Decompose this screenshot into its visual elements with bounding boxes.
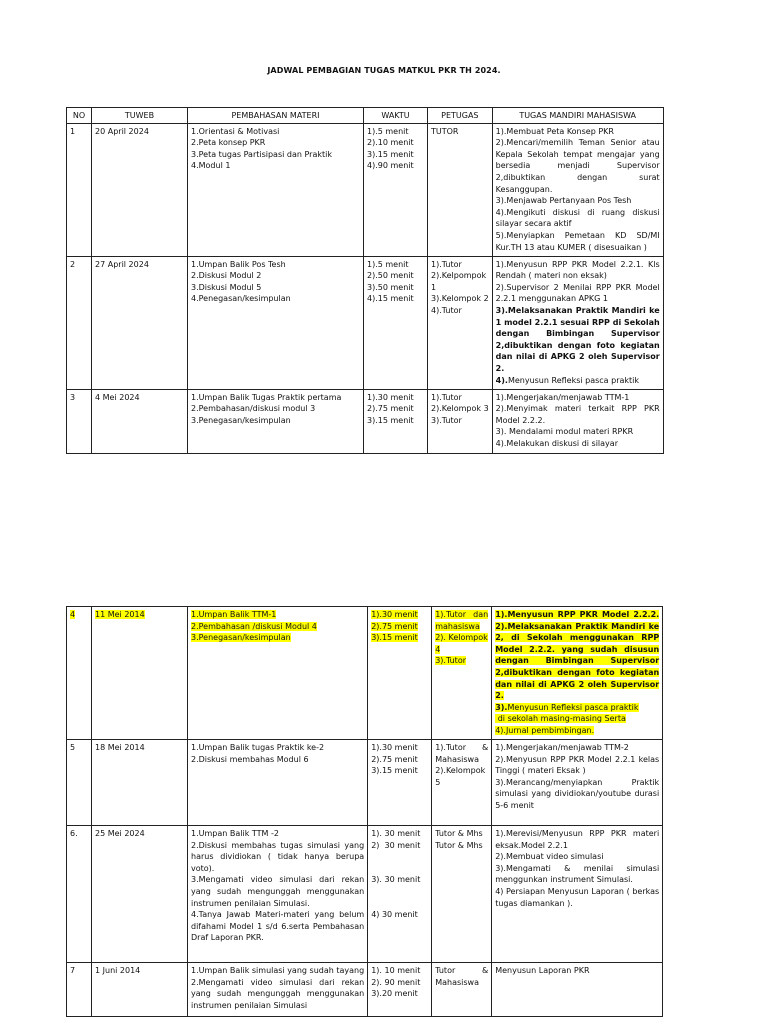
materi-item: 2.Diskusi membahas Modul 6 — [191, 754, 309, 764]
row-petugas — [428, 123, 493, 256]
tugas-item: 2).Menyusun RPP PKR Model 2.2.1 kelas Tinggi ( materi Eksak ) — [495, 754, 660, 776]
tugas-item-bold: 3).Melaksanakan Praktik Mandiri ke 1 model 2.2.1 sesuai RPP di Sekolah dengan Bimbingan Supervisor 2,dibuktikan dengan foto kegiatan dan nilai di APKG 2 oleh Supervisor 2. — [495, 305, 660, 373]
waktu-item — [371, 632, 428, 644]
row-tugas — [492, 256, 663, 389]
waktu-item: 2).75 menit — [371, 754, 418, 764]
row-petugas — [432, 963, 492, 1017]
schedule-table-part-1 — [66, 107, 664, 454]
petugas-item: 2).Kelompok 3 — [431, 404, 489, 414]
row-waktu — [368, 826, 432, 963]
row-petugas — [432, 826, 492, 963]
row-tugas — [492, 389, 663, 453]
row-waktu — [364, 123, 428, 256]
tugas-item: 1).Membuat Peta Konsep PKR — [495, 126, 614, 136]
waktu-item: 1). 10 menit — [371, 966, 421, 975]
row-petugas — [428, 256, 493, 389]
waktu-item — [371, 609, 428, 621]
waktu-item: 1).30 menit — [367, 392, 414, 402]
waktu-item: 3).15 menit — [367, 149, 414, 159]
row-waktu — [368, 607, 432, 740]
waktu-item: 4) 30 menit — [371, 910, 418, 920]
tugas-item: 2).Supervisor 2 Menilai RPP PKR Model 2.2.1 menggunakan APKG 1 — [495, 282, 660, 304]
highlight-text: 4 — [70, 610, 76, 619]
petugas-item — [435, 655, 488, 667]
materi-item: 2.Diskusi Modul 2 — [191, 271, 262, 281]
materi-item: 2.Diskusi membahas tugas simulasi yang harus dividiokan ( tidak hanya berupa voto). — [191, 840, 365, 873]
petugas-item: 1).Tutor — [431, 392, 462, 402]
petugas-item: Tutor & Mahasiswa — [435, 966, 489, 987]
waktu-item: 2).10 menit — [367, 138, 414, 148]
row-tugas — [492, 607, 663, 740]
petugas-item: TUTOR — [431, 126, 459, 136]
highlight-text: 11 Mei 2014 — [95, 610, 145, 619]
row-waktu — [364, 256, 428, 389]
row-waktu — [364, 389, 428, 453]
materi-item: 3.Diskusi Modul 5 — [191, 282, 262, 292]
petugas-item — [435, 632, 488, 655]
waktu-item: 3).15 menit — [371, 766, 418, 776]
petugas-item: 4).Tutor — [431, 305, 462, 315]
materi-item: 3.Peta tugas Partisipasi dan Praktik — [191, 149, 332, 159]
row-tugas — [492, 963, 663, 1017]
table-header-row — [67, 108, 664, 124]
spacer — [371, 886, 428, 898]
row-petugas — [432, 740, 492, 826]
tugas-item: 1).Mengerjakan/menjawab TTM-1 — [495, 392, 630, 402]
highlight-text: di sekolah masing-masing Serta — [495, 714, 626, 724]
materi-item: 2.Peta konsep PKR — [191, 138, 266, 148]
petugas-item: 1).Tutor & Mahasiswa — [435, 743, 489, 764]
tugas-item — [495, 713, 659, 725]
row-date: 4 Mei 2024 — [92, 389, 188, 453]
highlight-text: 2.Pembahasan /diskusi Modul 4 — [191, 621, 317, 631]
waktu-item: 1). 30 menit — [371, 829, 421, 838]
highlight-text — [495, 703, 638, 712]
highlight-text: 1).Menyusun RPP PKR Model 2.2.2. 2).Melaksanakan Praktik Mandiri ke 2, di Sekolah menggunakan RPP Model 2.2.2. yang sudah disusun dengan Bimbingan Supervisor 2,dibuktikan dengan foto kegiatan dan nilai di APKG 2 oleh Supervisor 2. — [495, 610, 660, 701]
row-no: 6. — [67, 826, 92, 963]
waktu-item — [371, 621, 428, 633]
materi-item: 1.Umpan Balik tugas Praktik ke-2 — [191, 743, 325, 752]
spacer — [371, 863, 428, 875]
tugas-item: 3).Merancang/menyiapkan Praktik simulasi yang dividiokan/youtube durasi 5-6 menit — [495, 777, 660, 810]
materi-item: 1.Umpan Balik Pos Tesh — [191, 259, 286, 269]
table-row — [67, 826, 663, 963]
row-date — [92, 607, 188, 740]
row-date: 25 Mei 2024 — [92, 826, 188, 963]
highlight-text: 2). Kelompok 4 — [435, 633, 488, 654]
tugas-item — [495, 702, 659, 714]
tugas-item: 4) Persiapan Menyusun Laporan ( berkas tugas diamankan ). — [495, 886, 660, 908]
materi-item: 4.Penegasan/kesimpulan — [191, 294, 291, 304]
row-materi — [188, 963, 368, 1017]
petugas-item — [435, 609, 488, 632]
materi-item: 4.Modul 1 — [191, 161, 231, 171]
tugas-item: 3). Mendalami modul materi RPKR — [495, 427, 634, 437]
tugas-item: Menyusun Laporan PKR — [495, 966, 590, 975]
highlight-text: 1.Umpan Balik TTM-1 — [191, 610, 277, 619]
petugas-item: 3).Tutor — [431, 415, 462, 425]
header-waktu: WAKTU — [364, 108, 428, 124]
row-waktu — [368, 963, 432, 1017]
tugas-item: 4).Mengikuti diskusi di ruang diskusi silayar secara aktif — [495, 207, 660, 229]
row-no: 7 — [67, 963, 92, 1017]
waktu-item: 1).5 menit — [367, 126, 409, 136]
spacer — [371, 898, 428, 910]
highlight-text: 2).75 menit — [371, 621, 418, 631]
header-petugas: PETUGAS — [428, 108, 493, 124]
table-row — [67, 256, 664, 389]
materi-item: 3.Mengamati video simulasi dari rekan yang sudah mengunggah menggunakan instrumen penilaian Simulasi. — [191, 875, 365, 908]
waktu-item: 2). 90 menit — [371, 977, 421, 987]
highlight-text: 1).30 menit — [371, 610, 418, 619]
tugas-item: 3).Mengamati & menilai simulasi menggunkan instrument Simulasi. — [495, 863, 660, 885]
header-tugas-mandiri: TUGAS MANDIRI MAHASISWA — [492, 108, 663, 124]
waktu-item: 2) 30 menit — [371, 840, 421, 850]
tugas-item: 1).Mengerjakan/menjawab TTM-2 — [495, 743, 629, 752]
row-date: 1 Juni 2014 — [92, 963, 188, 1017]
row-materi — [188, 389, 364, 453]
tugas-item: 2).Mencari/memilih Teman Senior atau Kepala Sekolah tempat mengajar yang bersedia menjadi Supervisor 2,dibuktikan dengan surat Kesanggupan. — [495, 138, 660, 194]
tugas-item: 5).Menyiapkan Pemetaan KD SD/MI Kur.TH 13 atau KUMER ( disesuaikan ) — [495, 230, 660, 252]
table-row-highlighted — [67, 607, 663, 740]
materi-item: 4.Tanya Jawab Materi-materi yang belum difahami Model 1 s/d 6.serta Pembahasan Draf Laporan PKR. — [191, 910, 365, 943]
highlight-text: 3).Tutor — [435, 656, 467, 666]
waktu-item: 3).20 menit — [371, 989, 418, 999]
row-no — [67, 607, 92, 740]
table-row — [67, 963, 663, 1017]
highlight-text: 3).15 menit — [371, 633, 418, 643]
materi-item — [191, 609, 364, 621]
materi-item: 3.Penegasan/kesimpulan — [191, 415, 291, 425]
row-materi — [188, 740, 368, 826]
highlight-text: 1).Tutor dan mahasiswa — [435, 610, 489, 631]
waktu-item: 4).90 menit — [367, 161, 414, 171]
materi-item: 1.Umpan Balik simulasi yang sudah tayang — [191, 966, 365, 975]
tugas-item: 1).Merevisi/Menyusun RPP PKR materi eksak.Model 2.2.1 — [495, 829, 660, 850]
highlight-text: 3.Penegasan/kesimpulan — [191, 633, 291, 643]
row-date: 18 Mei 2014 — [92, 740, 188, 826]
waktu-item: 3). 30 menit — [371, 875, 421, 885]
petugas-item: Tutor & Mhs — [435, 829, 483, 838]
materi-item: 1.Umpan Balik TTM -2 — [191, 829, 279, 838]
waktu-item: 1).30 menit — [371, 743, 418, 752]
petugas-item: 2).Kelpompok 1 — [431, 271, 487, 292]
row-no: 3 — [67, 389, 92, 453]
waktu-item: 3).15 menit — [367, 415, 414, 425]
petugas-item: 2).Kelompok 5 — [435, 766, 486, 787]
petugas-item: 3).Kelompok 2 — [431, 294, 489, 304]
table-row — [67, 740, 663, 826]
row-materi — [188, 256, 364, 389]
tugas-item: 2).Membuat video simulasi — [495, 852, 604, 862]
row-materi — [188, 123, 364, 256]
row-petugas — [432, 607, 492, 740]
materi-item: 2.Mengamati video simulasi dari rekan yang sudah mengunggah menggunakan instrumen penilaian Simulasi — [191, 977, 365, 1010]
row-no: 2 — [67, 256, 92, 389]
tugas-number: 3). — [495, 702, 508, 712]
petugas-item: 1).Tutor — [431, 259, 462, 269]
header-pembahasan-materi: PEMBAHASAN MATERI — [188, 108, 364, 124]
tugas-item-bold — [495, 609, 659, 702]
row-materi — [188, 607, 368, 740]
tugas-item: 3).Menjawab Pertanyaan Pos Tesh — [495, 196, 632, 206]
row-tugas — [492, 826, 663, 963]
waktu-item: 2).50 menit — [367, 271, 414, 281]
highlight-text: 4).Jurnal pembimbingan. — [495, 725, 595, 735]
tugas-item — [495, 725, 659, 737]
waktu-item: 1).5 menit — [367, 259, 409, 269]
row-date: 20 April 2024 — [92, 123, 188, 256]
tugas-item: 1).Menyusun RPP PKR Model 2.2.1. Kls Rendah ( materi non eksak) — [495, 259, 660, 281]
row-tugas — [492, 740, 663, 826]
tugas-item — [496, 375, 660, 387]
row-petugas — [428, 389, 493, 453]
tugas-item: 2).Menyimak materi terkait RPP PKR Model 2.2.2. — [495, 404, 660, 425]
row-tugas — [492, 123, 663, 256]
row-waktu — [368, 740, 432, 826]
materi-item — [191, 621, 364, 633]
table-row — [67, 123, 664, 256]
header-tuweb: TUWEB — [92, 108, 188, 124]
spacer — [371, 851, 428, 863]
waktu-item: 2).75 menit — [367, 404, 414, 414]
tugas-item: 4).Melakukan diskusi di silayar — [495, 438, 618, 448]
schedule-table-part-2 — [66, 606, 663, 1017]
tugas-text: Menyusun Refleksi pasca praktik — [507, 375, 640, 385]
materi-item: 2.Pembahasan/diskusi modul 3 — [191, 404, 316, 414]
header-no: NO — [67, 108, 92, 124]
tugas-number: 4). — [495, 375, 508, 385]
row-date: 27 April 2024 — [92, 256, 188, 389]
row-no: 1 — [67, 123, 92, 256]
table-row — [67, 389, 664, 453]
tugas-text: Menyusun Refleksi pasca praktik — [507, 702, 639, 712]
row-materi — [188, 826, 368, 963]
materi-item: 1.Umpan Balik Tugas Praktik pertama — [191, 392, 342, 402]
materi-item: 1.Orientasi & Motivasi — [191, 126, 280, 136]
petugas-item: Tutor & Mhs — [435, 840, 483, 850]
materi-item — [191, 632, 364, 644]
row-no: 5 — [67, 740, 92, 826]
waktu-item: 4).15 menit — [367, 294, 414, 304]
waktu-item: 3).50 menit — [367, 282, 414, 292]
document-title: JADWAL PEMBAGIAN TUGAS MATKUL PKR TH 2024. — [267, 66, 501, 75]
